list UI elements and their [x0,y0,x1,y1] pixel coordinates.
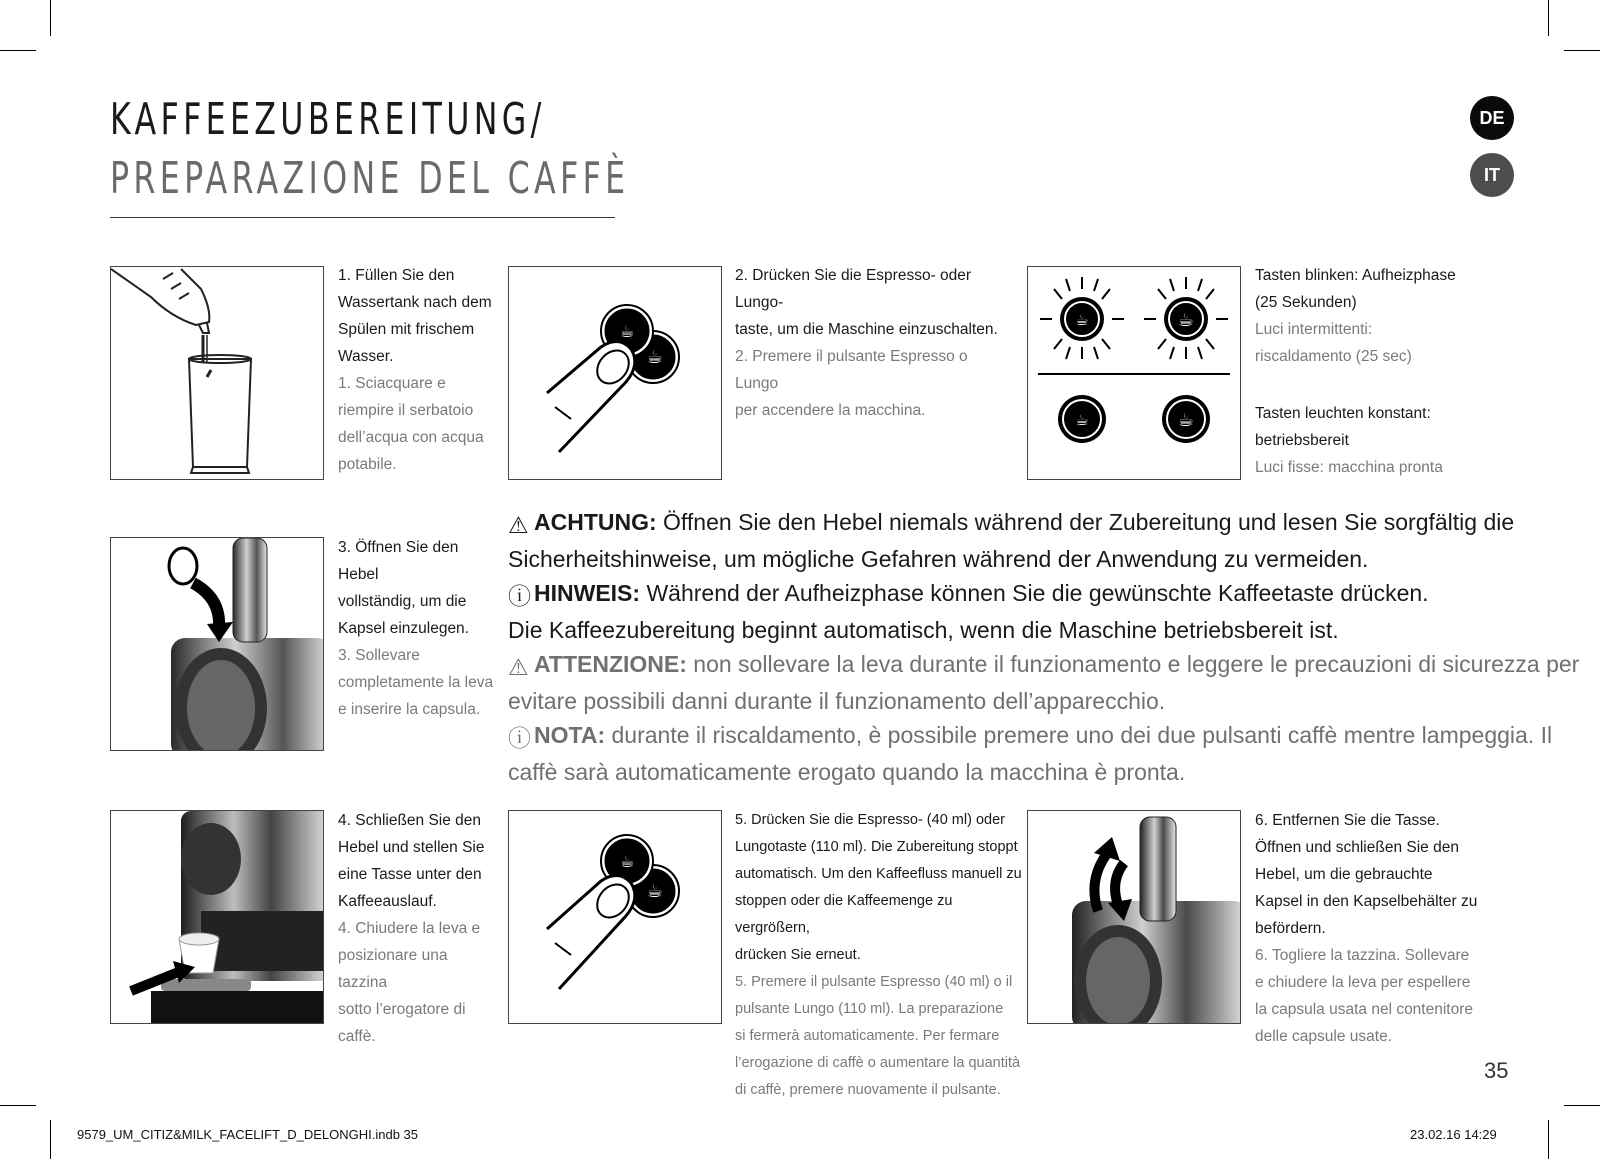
step-4-de-line: Hebel und stellen Sie [338,839,485,856]
step-2-de-line: 2. Drücken Sie die Espresso- oder Lungo- [735,267,972,311]
step-4-de-line: eine Tasse unter den [338,866,482,883]
step-1-de-line: Wasser. [338,348,394,365]
step-2-it-line: per accendere la macchina. [735,402,926,419]
step-4-it-line: sotto l’erogatore di [338,1001,466,1018]
title-divider [110,217,615,218]
crop-mark [0,50,36,51]
language-badge-it: IT [1470,153,1514,197]
note-text: Öffnen Sie den Hebel niemals während der Zubereitung und lesen Sie sorgfältig die [656,509,1515,535]
status-blink-de: (25 Sekunden) [1255,294,1357,311]
step-3-de-line: vollständig, um die [338,593,467,610]
step-3-it-line: e inserire la capsula. [338,701,481,718]
page-title-de: KAFFEEZUBEREITUNG/ [110,94,546,145]
svg-text:☕: ☕ [619,322,635,341]
step-5-it-line: si fermerà automaticamente. Per fermare [735,1028,1000,1044]
step-2-text [735,262,1015,424]
figure-place-cup [110,810,324,1024]
step-5-de-line: automatisch. Um den Kaffeefluss manuell zu [735,866,1022,882]
step-1-de-line: Spülen mit frischem [338,321,475,338]
info-icon: ⓘ [508,583,531,609]
step-6-text [1255,807,1495,1050]
step-3-de-line: 3. Öffnen Sie den Hebel [338,539,459,583]
crop-mark [50,0,51,36]
crop-mark [1564,1105,1600,1106]
water-glass-illustration [111,267,323,479]
step-1-it-line: potabile. [338,456,397,473]
note-label: ATTENZIONE: [534,651,687,677]
crop-mark [50,1120,51,1159]
step-4-de-line: Kaffeeauslauf. [338,893,437,910]
button-status-illustration [1028,267,1240,479]
step-6-it-line: 6. Togliere la tazzina. Sollevare [1255,947,1470,964]
svg-text:☕: ☕ [646,881,664,902]
open-lever-illustration [111,538,323,750]
step-1-it-line: riempire il serbatoio [338,402,474,419]
step-5-it-line: 5. Premere il pulsante Espresso (40 ml) o il [735,974,1013,990]
step-1-text [338,262,498,478]
step-5-de-line: 5. Drücken Sie die Espresso- (40 ml) oder [735,812,1005,828]
eject-capsule-illustration [1028,811,1240,1023]
note-text: durante il riscaldamento, è possibile premere uno dei due pulsanti caffè mentre lampeggia. Il [605,722,1553,748]
step-6-de-line: befördern. [1255,920,1326,937]
svg-text:☕: ☕ [619,852,635,871]
step-2b-text [1255,262,1495,481]
finger-press-illustration [509,811,721,1023]
note-text: non sollevare la leva durante il funzionamento e leggere le precauzioni di sicurezza per [686,651,1580,677]
step-5-text [735,807,1025,1104]
footer-filename: 9579_UM_CITIZ&MILK_FACELIFT_D_DELONGHI.indb 35 [77,1127,419,1142]
figure-fill-water-tank [110,266,324,480]
footer-date: 23.02.16 14:29 [1410,1127,1497,1142]
svg-text:☕: ☕ [646,347,664,368]
status-blink-it: riscaldamento (25 sec) [1255,348,1412,365]
crop-mark [0,1105,36,1106]
step-6-de-line: 6. Entfernen Sie die Tasse. [1255,812,1440,829]
svg-text:☕: ☕ [1075,311,1089,329]
step-5-it-line: pulsante Lungo (110 ml). La preparazione [735,1001,1004,1017]
warning-icon: ⚠ [508,654,529,680]
step-2-de-line: taste, um die Maschine einzuschalten. [735,321,998,338]
note-text: Sicherheitshinweise, um mögliche Gefahren während der Anwendung zu vermeiden. [508,546,1369,572]
step-2-it-line: 2. Premere il pulsante Espresso o Lungo [735,348,968,392]
status-steady-de: Tasten leuchten konstant: [1255,405,1431,422]
step-6-it-line: delle capsule usate. [1255,1028,1393,1045]
status-steady-it: Luci fisse: macchina pronta [1255,459,1443,476]
step-5-de-line: Lungotaste (110 ml). Die Zubereitung stoppt [735,839,1018,855]
crop-mark [1564,50,1600,51]
warning-icon: ⚠ [508,512,529,538]
note-text: Während der Aufheizphase können Sie die gewünschte Kaffeetaste drücken. [640,580,1429,606]
note-achtung-line [508,505,1515,542]
step-1-de-line: 1. Füllen Sie den [338,267,455,284]
info-icon: ⓘ [508,725,531,751]
note-text: Die Kaffeezubereitung beginnt automatisch, wenn die Maschine betriebsbereit ist. [508,617,1339,643]
step-6-de-line: Kapsel in den Kapselbehälter zu [1255,893,1478,910]
status-steady-de: betriebsbereit [1255,432,1349,449]
figure-press-button [508,266,722,480]
step-1-it-line: dell’acqua con acqua [338,429,484,446]
language-badge-de: DE [1470,96,1514,140]
step-6-it-line: e chiudere la leva per espellere [1255,974,1471,991]
step-6-de-line: Öffnen und schließen Sie den [1255,839,1459,856]
note-nota-line [508,718,1553,755]
svg-text:☕: ☕ [1177,410,1195,431]
step-1-it-line: 1. Sciacquare e [338,375,446,392]
note-text: evitare possibili danni durante il funzionamento dell’apparecchio. [508,688,1166,714]
step-3-it-line: 3. Sollevare [338,647,420,664]
note-attenzione-line [508,647,1580,684]
finger-press-illustration [509,267,721,479]
step-4-de-line: 4. Schließen Sie den [338,812,482,829]
step-3-text [338,534,498,723]
svg-text:☕: ☕ [1075,411,1089,429]
note-text: caffè sarà automaticamente erogato quando la macchina è pronta. [508,759,1186,785]
figure-eject-capsule [1027,810,1241,1024]
figure-open-lever [110,537,324,751]
note-label: NOTA: [534,722,606,748]
step-4-it-line: caffè. [338,1028,376,1045]
step-3-it-line: completamente la leva [338,674,494,691]
svg-text:☕: ☕ [1177,310,1195,331]
step-6-de-line: Hebel, um die gebrauchte [1255,866,1433,883]
step-4-it-line: 4. Chiudere la leva e [338,920,481,937]
step-4-text [338,807,498,1050]
step-6-it-line: la capsula usata nel contenitore [1255,1001,1474,1018]
crop-mark [1548,0,1549,36]
page-title-it: PREPARAZIONE DEL CAFFÈ [110,153,630,204]
step-5-it-line: l’erogazione di caffè o aumentare la quantità [735,1055,1021,1071]
page-number: 35 [1484,1058,1509,1083]
place-cup-illustration [111,811,323,1023]
note-hinweis-line [508,576,1468,613]
note-label: ACHTUNG: [534,509,657,535]
step-4-it-line: posizionare una tazzina [338,947,448,991]
note-label: HINWEIS: [534,580,641,606]
step-5-de-line: stoppen oder die Kaffeemenge zu vergrößern, [735,893,953,936]
status-blink-it: Luci intermittenti: [1255,321,1373,338]
status-blink-de: Tasten blinken: Aufheizphase [1255,267,1456,284]
step-1-de-line: Wassertank nach dem [338,294,492,311]
crop-mark [1548,1120,1549,1159]
safety-notes [508,505,1580,789]
step-3-de-line: Kapsel einzulegen. [338,620,469,637]
figure-press-espresso-lungo [508,810,722,1024]
figure-button-status [1027,266,1241,480]
step-5-it-line: di caffè, premere nuovamente il pulsante. [735,1082,1001,1098]
step-5-de-line: drücken Sie erneut. [735,947,861,963]
